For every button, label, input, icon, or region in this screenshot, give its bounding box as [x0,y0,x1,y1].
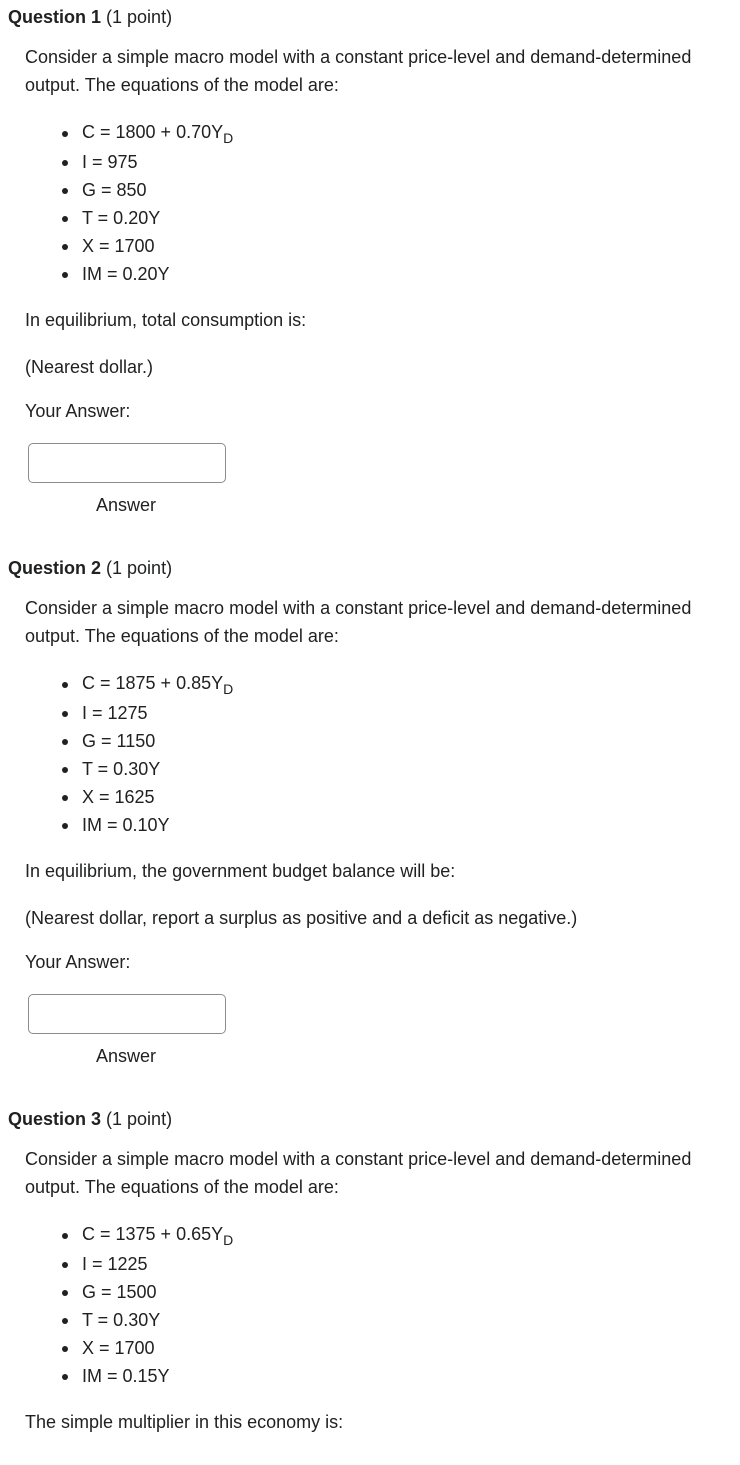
equation-subscript: D [223,681,234,697]
question-points: (1 point) [106,7,173,27]
question-prompt: The simple multiplier in this economy is: [25,1412,344,1432]
equation-taxes: T = 0.20Y [56,204,233,232]
question-intro: Consider a simple macro model with a constant price-level and demand-determined output. The equations of the model are: [25,598,692,646]
equation-subscript: D [223,130,234,146]
question-instruction: (Nearest dollar, report a surplus as positive and a deficit as negative.) [25,908,578,928]
equation-text: C = 1875 + 0.85Y [82,673,224,693]
question-number: Question 1 [8,7,102,27]
question-prompt: In equilibrium, total consumption is: [25,310,307,330]
question-instruction: (Nearest dollar.) [25,357,154,377]
question-points: (1 point) [106,558,173,578]
question-number: Question 3 [8,1109,102,1129]
equation-consumption [56,1219,233,1250]
question-title [8,1107,172,1131]
equation-exports: X = 1700 [56,1334,233,1362]
equation-list [56,1219,233,1390]
equation-investment: I = 1275 [56,699,233,727]
equation-taxes: T = 0.30Y [56,755,233,783]
equation-list [56,117,233,288]
question-number: Question 2 [8,558,102,578]
answer-caption: Answer [96,1046,157,1066]
equation-government: G = 1500 [56,1278,233,1306]
equation-imports: IM = 0.10Y [56,811,233,839]
equation-consumption [56,668,233,699]
equation-exports: X = 1625 [56,783,233,811]
equation-government: G = 1150 [56,727,233,755]
answer-input[interactable] [28,443,226,483]
equation-text: C = 1800 + 0.70Y [82,122,224,142]
question-intro: Consider a simple macro model with a constant price-level and demand-determined output. The equations of the model are: [25,47,692,95]
question-prompt: In equilibrium, the government budget balance will be: [25,861,456,881]
your-answer-label: Your Answer: [25,952,131,972]
question-title [8,5,172,29]
your-answer-label: Your Answer: [25,401,131,421]
equation-taxes: T = 0.30Y [56,1306,233,1334]
equation-imports: IM = 0.15Y [56,1362,233,1390]
equation-imports: IM = 0.20Y [56,260,233,288]
equation-exports: X = 1700 [56,232,233,260]
question-title [8,556,172,580]
equation-consumption [56,117,233,148]
equation-text: C = 1375 + 0.65Y [82,1224,224,1244]
equation-list [56,668,233,839]
equation-subscript: D [223,1232,234,1248]
equation-investment: I = 975 [56,148,233,176]
equation-investment: I = 1225 [56,1250,233,1278]
equation-government: G = 850 [56,176,233,204]
answer-input[interactable] [28,994,226,1034]
question-intro: Consider a simple macro model with a constant price-level and demand-determined output. The equations of the model are: [25,1149,692,1197]
question-points: (1 point) [106,1109,173,1129]
answer-caption: Answer [96,495,157,515]
